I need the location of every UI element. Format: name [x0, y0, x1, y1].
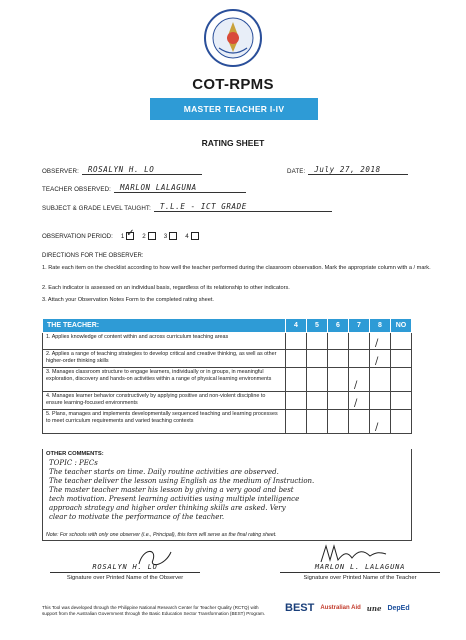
teacher-signature-caption: Signature over Printed Name of the Teacher — [303, 575, 417, 581]
deped-logo: DepEd — [387, 604, 410, 612]
date-field — [287, 164, 408, 175]
sheet-title: RATING SHEET — [201, 138, 265, 148]
period-option-4[interactable]: 4 — [185, 232, 198, 240]
rating-cell-7[interactable] — [349, 333, 370, 350]
rating-cell-8[interactable] — [370, 392, 391, 410]
table-row — [43, 410, 412, 434]
period-checkbox-3[interactable] — [169, 232, 177, 240]
column-header: 4 — [286, 319, 307, 333]
direction-item-3: 3. Attach your Observation Notes Form to the completed rating sheet. — [42, 297, 214, 303]
rating-cell-6[interactable] — [328, 350, 349, 368]
period-option-3[interactable]: 3 — [164, 232, 177, 240]
observer-printed-name: ROSALYN H. LO — [50, 563, 200, 573]
indicator-text: 5. Plans, manages and implements developmentally sequenced teaching and learning processes to meet curriculum requirements and varied teaching contexts — [43, 410, 286, 434]
directions-title: DIRECTIONS FOR THE OBSERVER: — [42, 253, 144, 259]
teacher-column-header: THE TEACHER: — [43, 319, 286, 333]
teacher-label: TEACHER OBSERVED: — [42, 186, 111, 193]
period-label: OBSERVATION PERIOD: — [42, 232, 113, 240]
subject-value[interactable]: T.L.E - ICT GRADE — [154, 201, 332, 212]
rating-cell-5[interactable] — [307, 333, 328, 350]
date-value[interactable]: July 27, 2018 — [308, 164, 408, 175]
rating-cell-8[interactable] — [370, 350, 391, 368]
observer-value[interactable]: ROSALYN H. LO — [82, 164, 202, 175]
rating-cell-NO[interactable] — [391, 333, 412, 350]
table-row — [43, 350, 412, 368]
rating-cell-7[interactable] — [349, 410, 370, 434]
comment-line: tech motivation. Present learning activities using multiple intelligence — [49, 495, 300, 503]
rating-cell-8[interactable] — [370, 368, 391, 392]
teacher-printed-name: MARLON L. LALAGUNA — [280, 563, 440, 573]
teacher-value[interactable]: MARLON LALAGUNA — [114, 182, 246, 193]
rating-cell-5[interactable] — [307, 392, 328, 410]
rating-cell-7[interactable] — [349, 392, 370, 410]
column-header: 8 — [370, 319, 391, 333]
indicator-text: 2. Applies a range of teaching strategies to develop critical and creative thinking, as well as other higher-order thinking skills — [43, 350, 286, 368]
best-logo: BEST — [285, 602, 315, 614]
comments-title: OTHER COMMENTS: — [46, 451, 104, 457]
indicator-text: 4. Manages learner behavior constructively by applying positive and non-violent discipline to ensure learning-focused environments — [43, 392, 286, 410]
rating-cell-6[interactable] — [328, 368, 349, 392]
document-title: COT-RPMS — [192, 76, 274, 93]
table-row — [43, 333, 412, 350]
comment-line: clear to motivate the performance of the teacher. — [49, 513, 225, 521]
teacher-signature-block — [280, 563, 440, 581]
rating-cell-4[interactable] — [286, 350, 307, 368]
rating-cell-7[interactable] — [349, 350, 370, 368]
footer-logos — [285, 602, 410, 614]
comment-line: The master teacher master his lesson by giving a very good and best — [49, 486, 294, 494]
comment-line: The teacher starts on time. Daily routine activities are observed. — [49, 468, 279, 476]
observer-signature-block — [50, 563, 200, 581]
column-header: 6 — [328, 319, 349, 333]
column-header: NO — [391, 319, 412, 333]
rating-cell-NO[interactable] — [391, 368, 412, 392]
position-banner: MASTER TEACHER I-IV — [150, 98, 318, 120]
direction-item-2: 2. Each indicator is assessed on an individual basis, regardless of its relationship to other indicators. — [42, 285, 290, 291]
period-option-2[interactable]: 2 — [142, 232, 155, 240]
comment-line: TOPIC : PECs — [49, 459, 98, 467]
column-header: 7 — [349, 319, 370, 333]
comment-line: The teacher deliver the lesson using English as the medium of Instruction. — [49, 477, 315, 485]
rating-cell-NO[interactable] — [391, 392, 412, 410]
indicator-text: 3. Manages classroom structure to engage learners, individually or in groups, in meaningful exploration, discovery and hands-on activities within a range of physical learning environments — [43, 368, 286, 392]
rating-cell-5[interactable] — [307, 350, 328, 368]
table-row — [43, 392, 412, 410]
observation-period — [42, 232, 199, 240]
rating-cell-8[interactable] — [370, 333, 391, 350]
rating-table — [42, 318, 412, 434]
une-logo: une — [366, 603, 382, 613]
other-comments-box — [42, 449, 412, 541]
comment-line: approach strategy and higher order thinking skills are asked. Very — [49, 504, 286, 512]
direction-item-1: 1. Rate each item on the checklist according to how well the teacher performed during the classroom observation. Mark the appropriate column with a / mark. — [42, 265, 431, 271]
australian-aid-logo: Australian Aid — [320, 605, 361, 611]
teacher-field — [42, 182, 246, 193]
rating-cell-4[interactable] — [286, 333, 307, 350]
rating-cell-4[interactable] — [286, 410, 307, 434]
rating-cell-NO[interactable] — [391, 350, 412, 368]
rating-cell-5[interactable] — [307, 410, 328, 434]
rating-cell-4[interactable] — [286, 368, 307, 392]
column-header: 5 — [307, 319, 328, 333]
observer-signature-caption: Signature over Printed Name of the Observer — [66, 575, 184, 581]
rating-cell-6[interactable] — [328, 392, 349, 410]
check-mark-icon: / — [375, 422, 379, 434]
check-mark-icon: / — [354, 380, 358, 392]
subject-field — [42, 201, 332, 212]
check-mark-icon: / — [375, 338, 379, 350]
footer-text: This Tool was developed through the Philippine National Research Center for Teacher Quality (RCTQ) with support from the Australian Government through the Basic Education Sector Transformation (BEST) Program. — [42, 605, 266, 616]
rating-cell-4[interactable] — [286, 392, 307, 410]
rating-cell-8[interactable] — [370, 410, 391, 434]
subject-label: SUBJECT & GRADE LEVEL TAUGHT: — [42, 205, 151, 212]
rating-cell-5[interactable] — [307, 368, 328, 392]
observer-label: OBSERVER: — [42, 168, 79, 175]
rating-table-header — [43, 319, 412, 333]
comments-note: Note: For schools with only one observer (i.e., Principal), this form will serve as the final rating sheet. — [46, 532, 277, 538]
rating-cell-6[interactable] — [328, 410, 349, 434]
indicator-text: 1. Applies knowledge of content within and across curriculum teaching areas — [43, 333, 286, 350]
period-checkbox-4[interactable] — [191, 232, 199, 240]
check-mark-icon: / — [375, 356, 379, 368]
rating-cell-NO[interactable] — [391, 410, 412, 434]
rating-cell-7[interactable] — [349, 368, 370, 392]
table-row — [43, 368, 412, 392]
period-checkbox-2[interactable] — [148, 232, 156, 240]
date-label: DATE: — [287, 168, 306, 175]
rating-cell-6[interactable] — [328, 333, 349, 350]
deped-seal-logo — [203, 8, 263, 68]
period-checkbox-1[interactable] — [126, 232, 134, 240]
period-option-1[interactable]: 1 ✓ — [121, 232, 134, 240]
check-mark-icon: / — [354, 398, 358, 410]
observer-field — [42, 164, 202, 175]
